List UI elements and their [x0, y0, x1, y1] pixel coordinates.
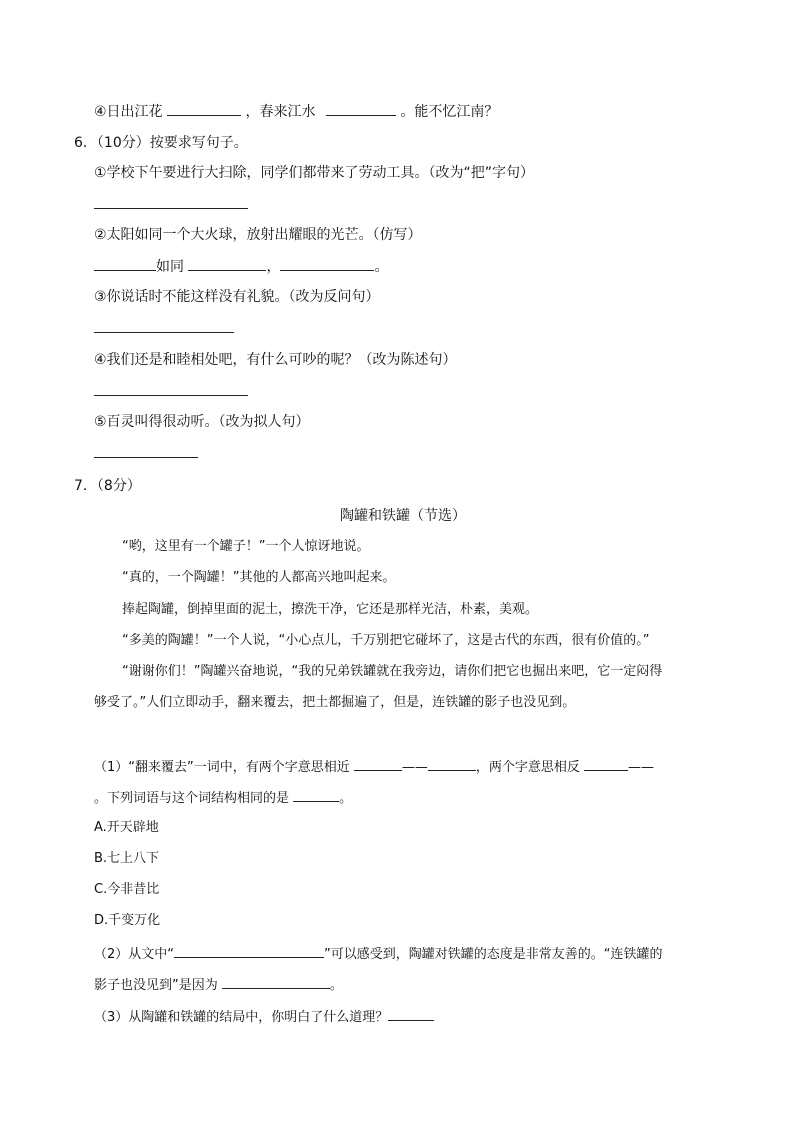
passage-para-4: “多美的陶罐！”一个人说，“小心点儿，千万别把它碰坏了，这是古代的东西，很有价值的。” [122, 633, 650, 648]
q6-item3-answer-line[interactable] [94, 318, 234, 339]
answer-blank[interactable] [428, 756, 476, 771]
q6-item1-answer-line[interactable] [94, 194, 248, 215]
q5-item4-prefix: ④日出江花 [94, 104, 163, 120]
q5-item4-suffix: 。能不忆江南？ [400, 104, 499, 120]
passage-para-3: 捧起陶罐，倒掉里面的泥土，擦洗干净，它还是那样光洁，朴素，美观。 [122, 602, 539, 617]
q7-sub3-line [94, 1006, 434, 1028]
answer-blank[interactable] [354, 756, 402, 771]
q6-item2-fill-comma: ， [266, 259, 281, 275]
answer-blank[interactable] [94, 256, 156, 271]
answer-blank[interactable] [94, 443, 198, 458]
q7-sub1-end: 。 [339, 791, 353, 806]
answer-blank[interactable] [174, 943, 324, 958]
q6-item2: ②太阳如同一个大火球，放射出耀眼的光芒。（仿写） [94, 227, 422, 243]
q7-sub2-line [94, 943, 663, 965]
answer-blank[interactable] [222, 974, 330, 989]
q7-sub1-line-2 [94, 787, 352, 809]
q6-item4: ④我们还是和睦相处吧，有什么可吵的呢？（改为陈述句） [94, 352, 457, 368]
q6-item2-fill-line [94, 256, 388, 277]
q6-item4-answer-line[interactable] [94, 381, 248, 402]
passage-para-1: “哟，这里有一个罐子！”一个人惊讶地说。 [122, 539, 370, 554]
passage-para-2: “真的，一个陶罐！”其他的人都高兴地叫起来。 [122, 570, 396, 585]
q7-sub1-line [94, 756, 654, 778]
q7-sub1-text-b: ，两个字意思相反 [475, 760, 580, 775]
option-d[interactable]: D.千变万化 [94, 913, 161, 928]
q5-item4-middle: ，春来江水 [245, 104, 316, 120]
q6-item3: ③你说话时不能这样没有礼貌。（改为反问句） [94, 289, 380, 305]
option-a[interactable]: A.开天辟地 [94, 820, 159, 835]
answer-blank[interactable] [280, 256, 374, 271]
answer-blank[interactable] [94, 381, 248, 396]
q7-sub2-line-2 [94, 974, 343, 996]
option-b[interactable]: B.七上八下 [94, 851, 160, 866]
q7-sub2-end: 。 [329, 978, 343, 993]
passage-title: 陶罐和铁罐（节选） [340, 508, 466, 524]
q7-header: 7．（8分） [74, 478, 141, 494]
q7-sub1-text-c: 。下列词语与这个词结构相同的是 [94, 791, 290, 806]
q6-header: 6．（10分）按要求写句子。 [74, 135, 248, 151]
q7-sub2-text-c: 影子也没见到”是因为 [94, 978, 218, 993]
option-c[interactable]: C.今非昔比 [94, 882, 160, 897]
answer-blank[interactable] [188, 256, 266, 271]
q6-item5-answer-line[interactable] [94, 443, 198, 464]
q7-sub1-dash-2: —— [628, 760, 655, 775]
q6-item1: ①学校下午要进行大扫除，同学们都带来了劳动工具。（改为“把”字句） [94, 165, 535, 181]
q7-sub2-text-a: （2）从文中“ [94, 947, 175, 962]
passage-para-5b: 够受了。”人们立即动手，翻来覆去，把土都掘遍了，但是，连铁罐的影子也没见到。 [94, 695, 576, 710]
q7-sub2-text-b: ”可以感受到，陶罐对铁罐的态度是非常友善的。“连铁罐的 [324, 947, 663, 962]
answer-blank[interactable] [293, 787, 339, 802]
q6-item2-fill-mid: 如同 [156, 259, 184, 275]
q7-sub1-text-a: （1）“翻来覆去”一词中，有两个字意思相近 [94, 760, 350, 775]
answer-blank[interactable] [388, 1006, 434, 1021]
answer-blank[interactable] [584, 756, 628, 771]
q5-item4-line [94, 101, 498, 122]
answer-blank[interactable] [94, 194, 248, 209]
answer-blank[interactable] [326, 101, 396, 116]
q6-item2-fill-end: 。 [374, 259, 389, 275]
q7-sub3-text: （3）从陶罐和铁罐的结局中，你明白了什么道理？ [94, 1010, 389, 1025]
answer-blank[interactable] [167, 101, 241, 116]
q7-sub1-dash: —— [401, 760, 428, 775]
answer-blank[interactable] [94, 318, 234, 333]
passage-para-5a: “谢谢你们！”陶罐兴奋地说，“我的兄弟铁罐就在我旁边，请你们把它也掘出来吧，它一定闷得 [122, 664, 663, 679]
q6-item5: ⑤百灵叫得很动听。（改为拟人句） [94, 414, 310, 430]
